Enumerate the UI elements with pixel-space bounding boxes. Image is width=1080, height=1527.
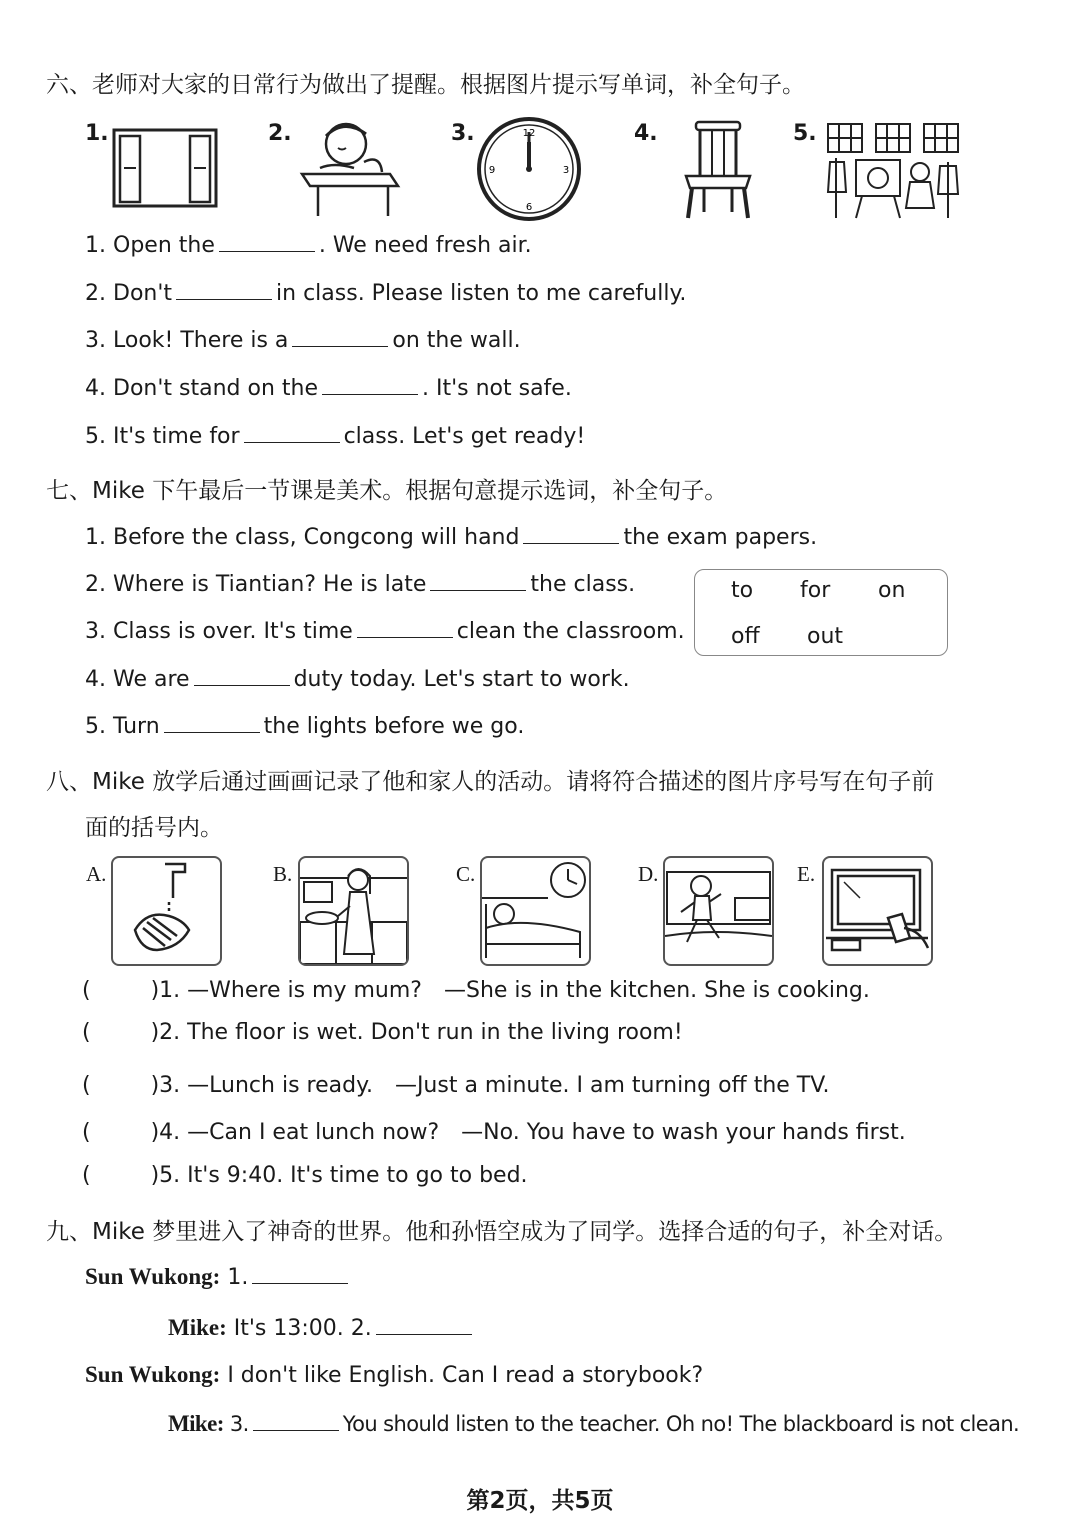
picture-label-c: C.: [456, 862, 476, 886]
s8-item-4: ( )4. —Can I eat lunch now? —No. You have to wash your hands first.: [82, 1120, 906, 1145]
picture-e: [822, 856, 933, 966]
section-6-title: 六、老师对大家的日常行为做出了提醒。根据图片提示写单词，补全句子。: [46, 72, 805, 98]
mother-cooking-icon: [300, 858, 407, 964]
section-7-title: 七、Mike 下午最后一节课是美术。根据句意提示选词，补全句子。: [46, 478, 728, 504]
pic-num-3: 3.: [451, 121, 475, 146]
answer-blank[interactable]: [194, 665, 290, 686]
s7-question-4: 4. We are duty today. Let's start to work.: [85, 667, 630, 692]
svg-text:6: 6: [525, 202, 533, 213]
s6-question-5: 5. It's time for class. Let's get ready!: [85, 424, 586, 449]
s7-question-3: 3. Class is over. It's time clean the classroom.: [85, 619, 685, 644]
answer-blank[interactable]: [253, 1410, 339, 1431]
answer-blank[interactable]: [376, 1314, 472, 1335]
s8-item-5: ( )5. It's 9:40. It's time to go to bed.: [82, 1163, 528, 1188]
s7-question-1: 1. Before the class, Congcong will hand the exam papers.: [85, 525, 818, 550]
answer-blank[interactable]: [322, 374, 418, 395]
svg-text:9: 9: [488, 165, 496, 176]
s8-item-2: ( )2. The floor is wet. Don't run in the living room!: [82, 1020, 683, 1045]
section-8-title-line1: 八、Mike 放学后通过画画记录了他和家人的活动。请将符合描述的图片序号写在句子前: [46, 769, 935, 795]
pic-num-5: 5.: [793, 121, 817, 146]
picture-c: [480, 856, 591, 966]
boy-in-bed-icon: [482, 858, 589, 964]
answer-blank[interactable]: [176, 279, 272, 300]
svg-text:3: 3: [562, 165, 570, 176]
window-icon: [110, 128, 220, 208]
dialogue-line-2: Mike: It's 13:00. 2.: [168, 1314, 476, 1341]
s6-question-1: 1. Open the . We need fresh air.: [85, 233, 532, 258]
pic-num-4: 4.: [634, 121, 658, 146]
page-footer: 第2页，共5页: [466, 1488, 614, 1514]
boy-running-icon: [665, 858, 772, 964]
answer-blank[interactable]: [244, 422, 340, 443]
section-9-title: 九、Mike 梦里进入了神奇的世界。他和孙悟空成为了同学。选择合适的句子，补全对话。: [46, 1219, 958, 1245]
svg-text:12: 12: [522, 128, 536, 139]
dialogue-line-4: Mike: 3. You should listen to the teacher. Oh no! The blackboard is not clean.: [168, 1411, 1020, 1436]
dialogue-line-1: Sun Wukong: 1.: [85, 1263, 352, 1290]
picture-a: [111, 856, 222, 966]
s8-item-1: ( )1. —Where is my mum? —She is in the kitchen. She is cooking.: [82, 978, 870, 1003]
s8-item-3: ( )3. —Lunch is ready. —Just a minute. I am turning off the TV.: [82, 1073, 830, 1098]
answer-blank[interactable]: [357, 617, 453, 638]
word-option-to: to: [731, 578, 754, 603]
picture-d: [663, 856, 774, 966]
pic-num-1: 1.: [85, 121, 109, 146]
sleeping-student-icon: [294, 114, 404, 218]
dialogue-line-3: Sun Wukong: I don't like English. Can I read a storybook?: [85, 1362, 704, 1388]
picture-b: [298, 856, 409, 966]
s6-question-3: 3. Look! There is a on the wall.: [85, 328, 521, 353]
section-8-title-line2: 面的括号内。: [85, 815, 223, 841]
washing-hands-icon: [113, 858, 220, 964]
answer-blank[interactable]: [430, 570, 526, 591]
picture-label-d: D.: [638, 862, 659, 886]
art-class-icon: [826, 122, 962, 220]
s7-question-2: 2. Where is Tiantian? He is late the class.: [85, 572, 636, 597]
answer-blank[interactable]: [252, 1263, 348, 1284]
picture-label-b: B.: [273, 862, 293, 886]
pic-num-2: 2.: [268, 121, 292, 146]
clock-icon: [476, 116, 582, 222]
s6-question-4: 4. Don't stand on the . It's not safe.: [85, 376, 572, 401]
chair-icon: [680, 118, 756, 220]
answer-blank[interactable]: [219, 231, 315, 252]
s7-question-5: 5. Turn the lights before we go.: [85, 714, 525, 739]
word-option-off: off: [731, 624, 760, 649]
answer-blank[interactable]: [164, 712, 260, 733]
s6-question-2: 2. Don't in class. Please listen to me carefully.: [85, 281, 687, 306]
word-option-for: for: [800, 578, 831, 603]
answer-blank[interactable]: [523, 523, 619, 544]
word-bank-box: [694, 569, 948, 656]
picture-label-a: A.: [86, 862, 107, 886]
word-option-out: out: [807, 624, 844, 649]
answer-blank[interactable]: [292, 326, 388, 347]
picture-label-e: E.: [797, 862, 816, 886]
word-option-on: on: [878, 578, 906, 603]
turning-off-tv-icon: [824, 858, 931, 964]
